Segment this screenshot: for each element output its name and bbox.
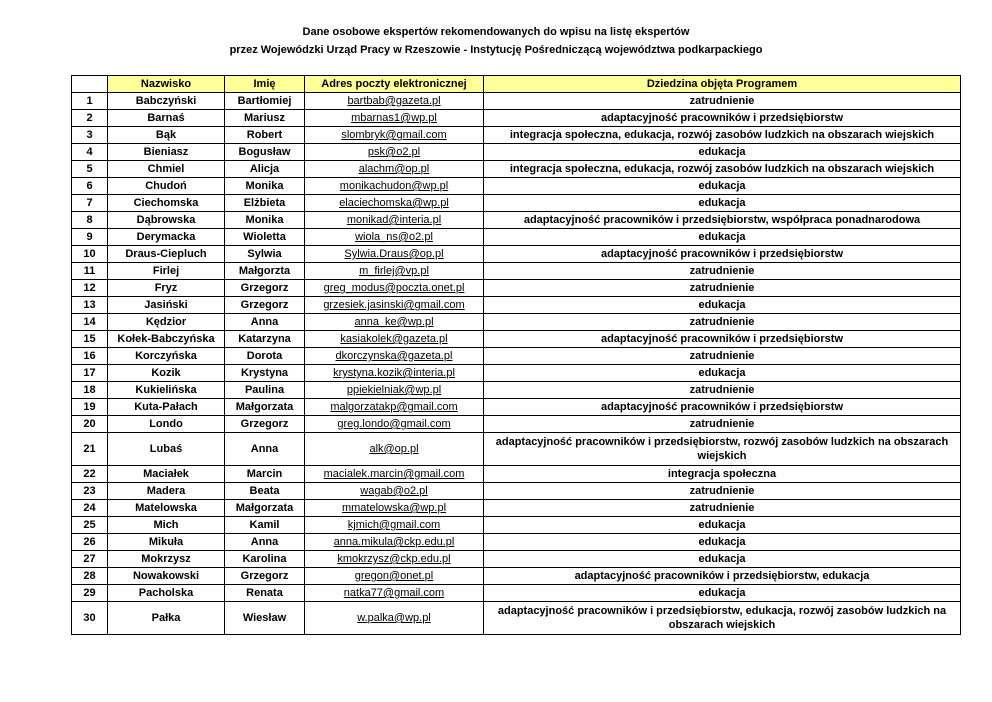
domain-cell: edukacja — [484, 534, 961, 551]
surname-cell: Kędzior — [108, 314, 225, 331]
surname-cell: Madera — [108, 483, 225, 500]
first-name-cell: Bogusław — [225, 144, 305, 161]
header-number — [72, 76, 108, 93]
row-number: 8 — [72, 212, 108, 229]
email-link[interactable]: w.palka@wp.pl — [305, 602, 484, 635]
domain-cell: edukacja — [484, 365, 961, 382]
row-number: 25 — [72, 517, 108, 534]
row-number: 5 — [72, 161, 108, 178]
row-number: 7 — [72, 195, 108, 212]
first-name-cell: Katarzyna — [225, 331, 305, 348]
email-link[interactable]: wagab@o2.pl — [305, 483, 484, 500]
domain-cell: adaptacyjność pracowników i przedsiębiorstw — [484, 399, 961, 416]
row-number: 15 — [72, 331, 108, 348]
first-name-cell: Mariusz — [225, 110, 305, 127]
surname-cell: Kozik — [108, 365, 225, 382]
table-row — [72, 93, 961, 110]
document-title-line2: przez Wojewódzki Urząd Pracy w Rzeszowie - Instytucję Pośredniczącą województwa podkarpackiego — [229, 44, 763, 56]
table-row — [72, 110, 961, 127]
surname-cell: Bieniasz — [108, 144, 225, 161]
surname-cell: Babczyński — [108, 93, 225, 110]
surname-cell: Pałka — [108, 602, 225, 635]
row-number: 10 — [72, 246, 108, 263]
table-row — [72, 144, 961, 161]
first-name-cell: Renata — [225, 585, 305, 602]
surname-cell: Mokrzysz — [108, 551, 225, 568]
surname-cell: Chmiel — [108, 161, 225, 178]
surname-cell: Kołek-Babczyńska — [108, 331, 225, 348]
header-domain: Dziedzina objęta Programem — [484, 76, 961, 93]
row-number: 28 — [72, 568, 108, 585]
domain-cell: zatrudnienie — [484, 416, 961, 433]
first-name-cell: Robert — [225, 127, 305, 144]
first-name-cell: Małgorzata — [225, 500, 305, 517]
email-link[interactable]: kasiakolek@gazeta.pl — [305, 331, 484, 348]
first-name-cell: Anna — [225, 534, 305, 551]
table-row — [72, 517, 961, 534]
table-row — [72, 433, 961, 466]
header-surname: Nazwisko — [108, 76, 225, 93]
first-name-cell: Sylwia — [225, 246, 305, 263]
first-name-cell: Kamil — [225, 517, 305, 534]
domain-cell: zatrudnienie — [484, 382, 961, 399]
email-link[interactable]: Sylwia.Draus@op.pl — [305, 246, 484, 263]
table-row — [72, 585, 961, 602]
row-number: 17 — [72, 365, 108, 382]
document-title-line1: Dane osobowe ekspertów rekomendowanych do wpisu na listę ekspertów — [302, 26, 690, 38]
row-number: 12 — [72, 280, 108, 297]
table-row — [72, 314, 961, 331]
first-name-cell: Monika — [225, 178, 305, 195]
row-number: 4 — [72, 144, 108, 161]
email-link[interactable]: alk@op.pl — [305, 433, 484, 466]
first-name-cell: Paulina — [225, 382, 305, 399]
table-row — [72, 246, 961, 263]
surname-cell: Derymacka — [108, 229, 225, 246]
domain-cell: edukacja — [484, 551, 961, 568]
first-name-cell: Wioletta — [225, 229, 305, 246]
domain-cell: zatrudnienie — [484, 314, 961, 331]
row-number: 20 — [72, 416, 108, 433]
first-name-cell: Dorota — [225, 348, 305, 365]
domain-cell: zatrudnienie — [484, 500, 961, 517]
row-number: 22 — [72, 466, 108, 483]
table-row — [72, 365, 961, 382]
table-header-row — [72, 76, 961, 93]
row-number: 19 — [72, 399, 108, 416]
table-row — [72, 212, 961, 229]
domain-cell: edukacja — [484, 229, 961, 246]
surname-cell: Pacholska — [108, 585, 225, 602]
surname-cell: Maciałek — [108, 466, 225, 483]
surname-cell: Barnaś — [108, 110, 225, 127]
email-link[interactable]: grzesiek.jasinski@gmail.com — [305, 297, 484, 314]
table-row — [72, 416, 961, 433]
surname-cell: Chudoń — [108, 178, 225, 195]
first-name-cell: Małgorzta — [225, 263, 305, 280]
row-number: 24 — [72, 500, 108, 517]
row-number: 21 — [72, 433, 108, 466]
domain-cell: zatrudnienie — [484, 348, 961, 365]
surname-cell: Kukielińska — [108, 382, 225, 399]
domain-cell: adaptacyjność pracowników i przedsiębiorstw — [484, 331, 961, 348]
table-row — [72, 551, 961, 568]
first-name-cell: Beata — [225, 483, 305, 500]
domain-cell: adaptacyjność pracowników i przedsiębiorstw — [484, 110, 961, 127]
email-link[interactable]: elaciechomska@wp.pl — [305, 195, 484, 212]
first-name-cell: Alicja — [225, 161, 305, 178]
email-link[interactable]: wiola_ns@o2.pl — [305, 229, 484, 246]
email-link[interactable]: monikachudon@wp.pl — [305, 178, 484, 195]
domain-cell: adaptacyjność pracowników i przedsiębiorstw, współpraca ponadnarodowa — [484, 212, 961, 229]
first-name-cell: Marcin — [225, 466, 305, 483]
table-row — [72, 229, 961, 246]
table-row — [72, 280, 961, 297]
domain-cell: integracja społeczna, edukacja, rozwój zasobów ludzkich na obszarach wiejskich — [484, 127, 961, 144]
surname-cell: Ciechomska — [108, 195, 225, 212]
email-link[interactable]: m_firlej@vp.pl — [305, 263, 484, 280]
surname-cell: Jasiński — [108, 297, 225, 314]
first-name-cell: Grzegorz — [225, 416, 305, 433]
email-link[interactable]: bartbab@gazeta.pl — [305, 93, 484, 110]
first-name-cell: Elżbieta — [225, 195, 305, 212]
email-link[interactable]: monikad@interia.pl — [305, 212, 484, 229]
domain-cell: adaptacyjność pracowników i przedsiębiorstw, rozwój zasobów ludzkich na obszarach wiejskich — [484, 433, 961, 466]
row-number: 2 — [72, 110, 108, 127]
table-row — [72, 534, 961, 551]
surname-cell: Lubaś — [108, 433, 225, 466]
email-link[interactable]: slombryk@gmail.com — [305, 127, 484, 144]
table-row — [72, 399, 961, 416]
email-link[interactable]: malgorzatakp@gmail.com — [305, 399, 484, 416]
email-link[interactable]: anna.mikula@ckp.edu.pl — [305, 534, 484, 551]
domain-cell: integracja społeczna — [484, 466, 961, 483]
first-name-cell: Anna — [225, 314, 305, 331]
table-row — [72, 178, 961, 195]
email-link[interactable]: anna_ke@wp.pl — [305, 314, 484, 331]
table-row — [72, 161, 961, 178]
table-row — [72, 382, 961, 399]
surname-cell: Bąk — [108, 127, 225, 144]
surname-cell: Mich — [108, 517, 225, 534]
domain-cell: adaptacyjność pracowników i przedsiębiorstw, edukacja — [484, 568, 961, 585]
row-number: 23 — [72, 483, 108, 500]
row-number: 29 — [72, 585, 108, 602]
surname-cell: Fryz — [108, 280, 225, 297]
surname-cell: Draus-Ciepluch — [108, 246, 225, 263]
table-row — [72, 331, 961, 348]
email-link[interactable]: macialek.marcin@gmail.com — [305, 466, 484, 483]
table-row — [72, 602, 961, 635]
domain-cell: integracja społeczna, edukacja, rozwój zasobów ludzkich na obszarach wiejskich — [484, 161, 961, 178]
email-link[interactable]: greg_modus@poczta.onet.pl — [305, 280, 484, 297]
domain-cell: zatrudnienie — [484, 263, 961, 280]
email-link[interactable]: gregon@onet.pl — [305, 568, 484, 585]
row-number: 9 — [72, 229, 108, 246]
row-number: 16 — [72, 348, 108, 365]
table-body — [72, 93, 961, 635]
domain-cell: adaptacyjność pracowników i przedsiębiorstw, edukacja, rozwój zasobów ludzkich na obszarach wiejskich — [484, 602, 961, 635]
surname-cell: Matelowska — [108, 500, 225, 517]
domain-cell: edukacja — [484, 585, 961, 602]
surname-cell: Londo — [108, 416, 225, 433]
table-row — [72, 568, 961, 585]
domain-cell: zatrudnienie — [484, 93, 961, 110]
first-name-cell: Grzegorz — [225, 297, 305, 314]
table-row — [72, 348, 961, 365]
email-link[interactable]: mmatelowska@wp.pl — [305, 500, 484, 517]
table-row — [72, 500, 961, 517]
email-link[interactable]: krystyna.kozik@interia.pl — [305, 365, 484, 382]
email-link[interactable]: kjmich@gmail.com — [305, 517, 484, 534]
email-link[interactable]: dkorczynska@gazeta.pl — [305, 348, 484, 365]
domain-cell: zatrudnienie — [484, 280, 961, 297]
table-row — [72, 297, 961, 314]
row-number: 11 — [72, 263, 108, 280]
domain-cell: edukacja — [484, 517, 961, 534]
table-row — [72, 127, 961, 144]
domain-cell: adaptacyjność pracowników i przedsiębiorstw — [484, 246, 961, 263]
email-link[interactable]: greg.londo@gmail.com — [305, 416, 484, 433]
first-name-cell: Karolina — [225, 551, 305, 568]
surname-cell: Kuta-Pałach — [108, 399, 225, 416]
row-number: 14 — [72, 314, 108, 331]
row-number: 13 — [72, 297, 108, 314]
email-link[interactable]: alachm@op.pl — [305, 161, 484, 178]
domain-cell: zatrudnienie — [484, 483, 961, 500]
first-name-cell: Grzegorz — [225, 568, 305, 585]
table-row — [72, 483, 961, 500]
first-name-cell: Krystyna — [225, 365, 305, 382]
first-name-cell: Anna — [225, 433, 305, 466]
email-link[interactable]: kmokrzysz@ckp.edu.pl — [305, 551, 484, 568]
header-first-name: Imię — [225, 76, 305, 93]
row-number: 3 — [72, 127, 108, 144]
row-number: 18 — [72, 382, 108, 399]
domain-cell: edukacja — [484, 178, 961, 195]
first-name-cell: Bartłomiej — [225, 93, 305, 110]
surname-cell: Korczyńska — [108, 348, 225, 365]
domain-cell: edukacja — [484, 297, 961, 314]
domain-cell: edukacja — [484, 195, 961, 212]
row-number: 1 — [72, 93, 108, 110]
first-name-cell: Monika — [225, 212, 305, 229]
surname-cell: Firlej — [108, 263, 225, 280]
surname-cell: Dąbrowska — [108, 212, 225, 229]
first-name-cell: Grzegorz — [225, 280, 305, 297]
domain-cell: edukacja — [484, 144, 961, 161]
row-number: 27 — [72, 551, 108, 568]
experts-table — [71, 75, 961, 635]
table-row — [72, 195, 961, 212]
email-link[interactable]: ppiekielniak@wp.pl — [305, 382, 484, 399]
row-number: 26 — [72, 534, 108, 551]
email-link[interactable]: psk@o2.pl — [305, 144, 484, 161]
header-email: Adres poczty elektronicznej — [305, 76, 484, 93]
surname-cell: Mikuła — [108, 534, 225, 551]
first-name-cell: Wiesław — [225, 602, 305, 635]
row-number: 6 — [72, 178, 108, 195]
email-link[interactable]: mbarnas1@wp.pl — [305, 110, 484, 127]
surname-cell: Nowakowski — [108, 568, 225, 585]
row-number: 30 — [72, 602, 108, 635]
table-row — [72, 263, 961, 280]
first-name-cell: Małgorzata — [225, 399, 305, 416]
table-row — [72, 466, 961, 483]
email-link[interactable]: natka77@gmail.com — [305, 585, 484, 602]
